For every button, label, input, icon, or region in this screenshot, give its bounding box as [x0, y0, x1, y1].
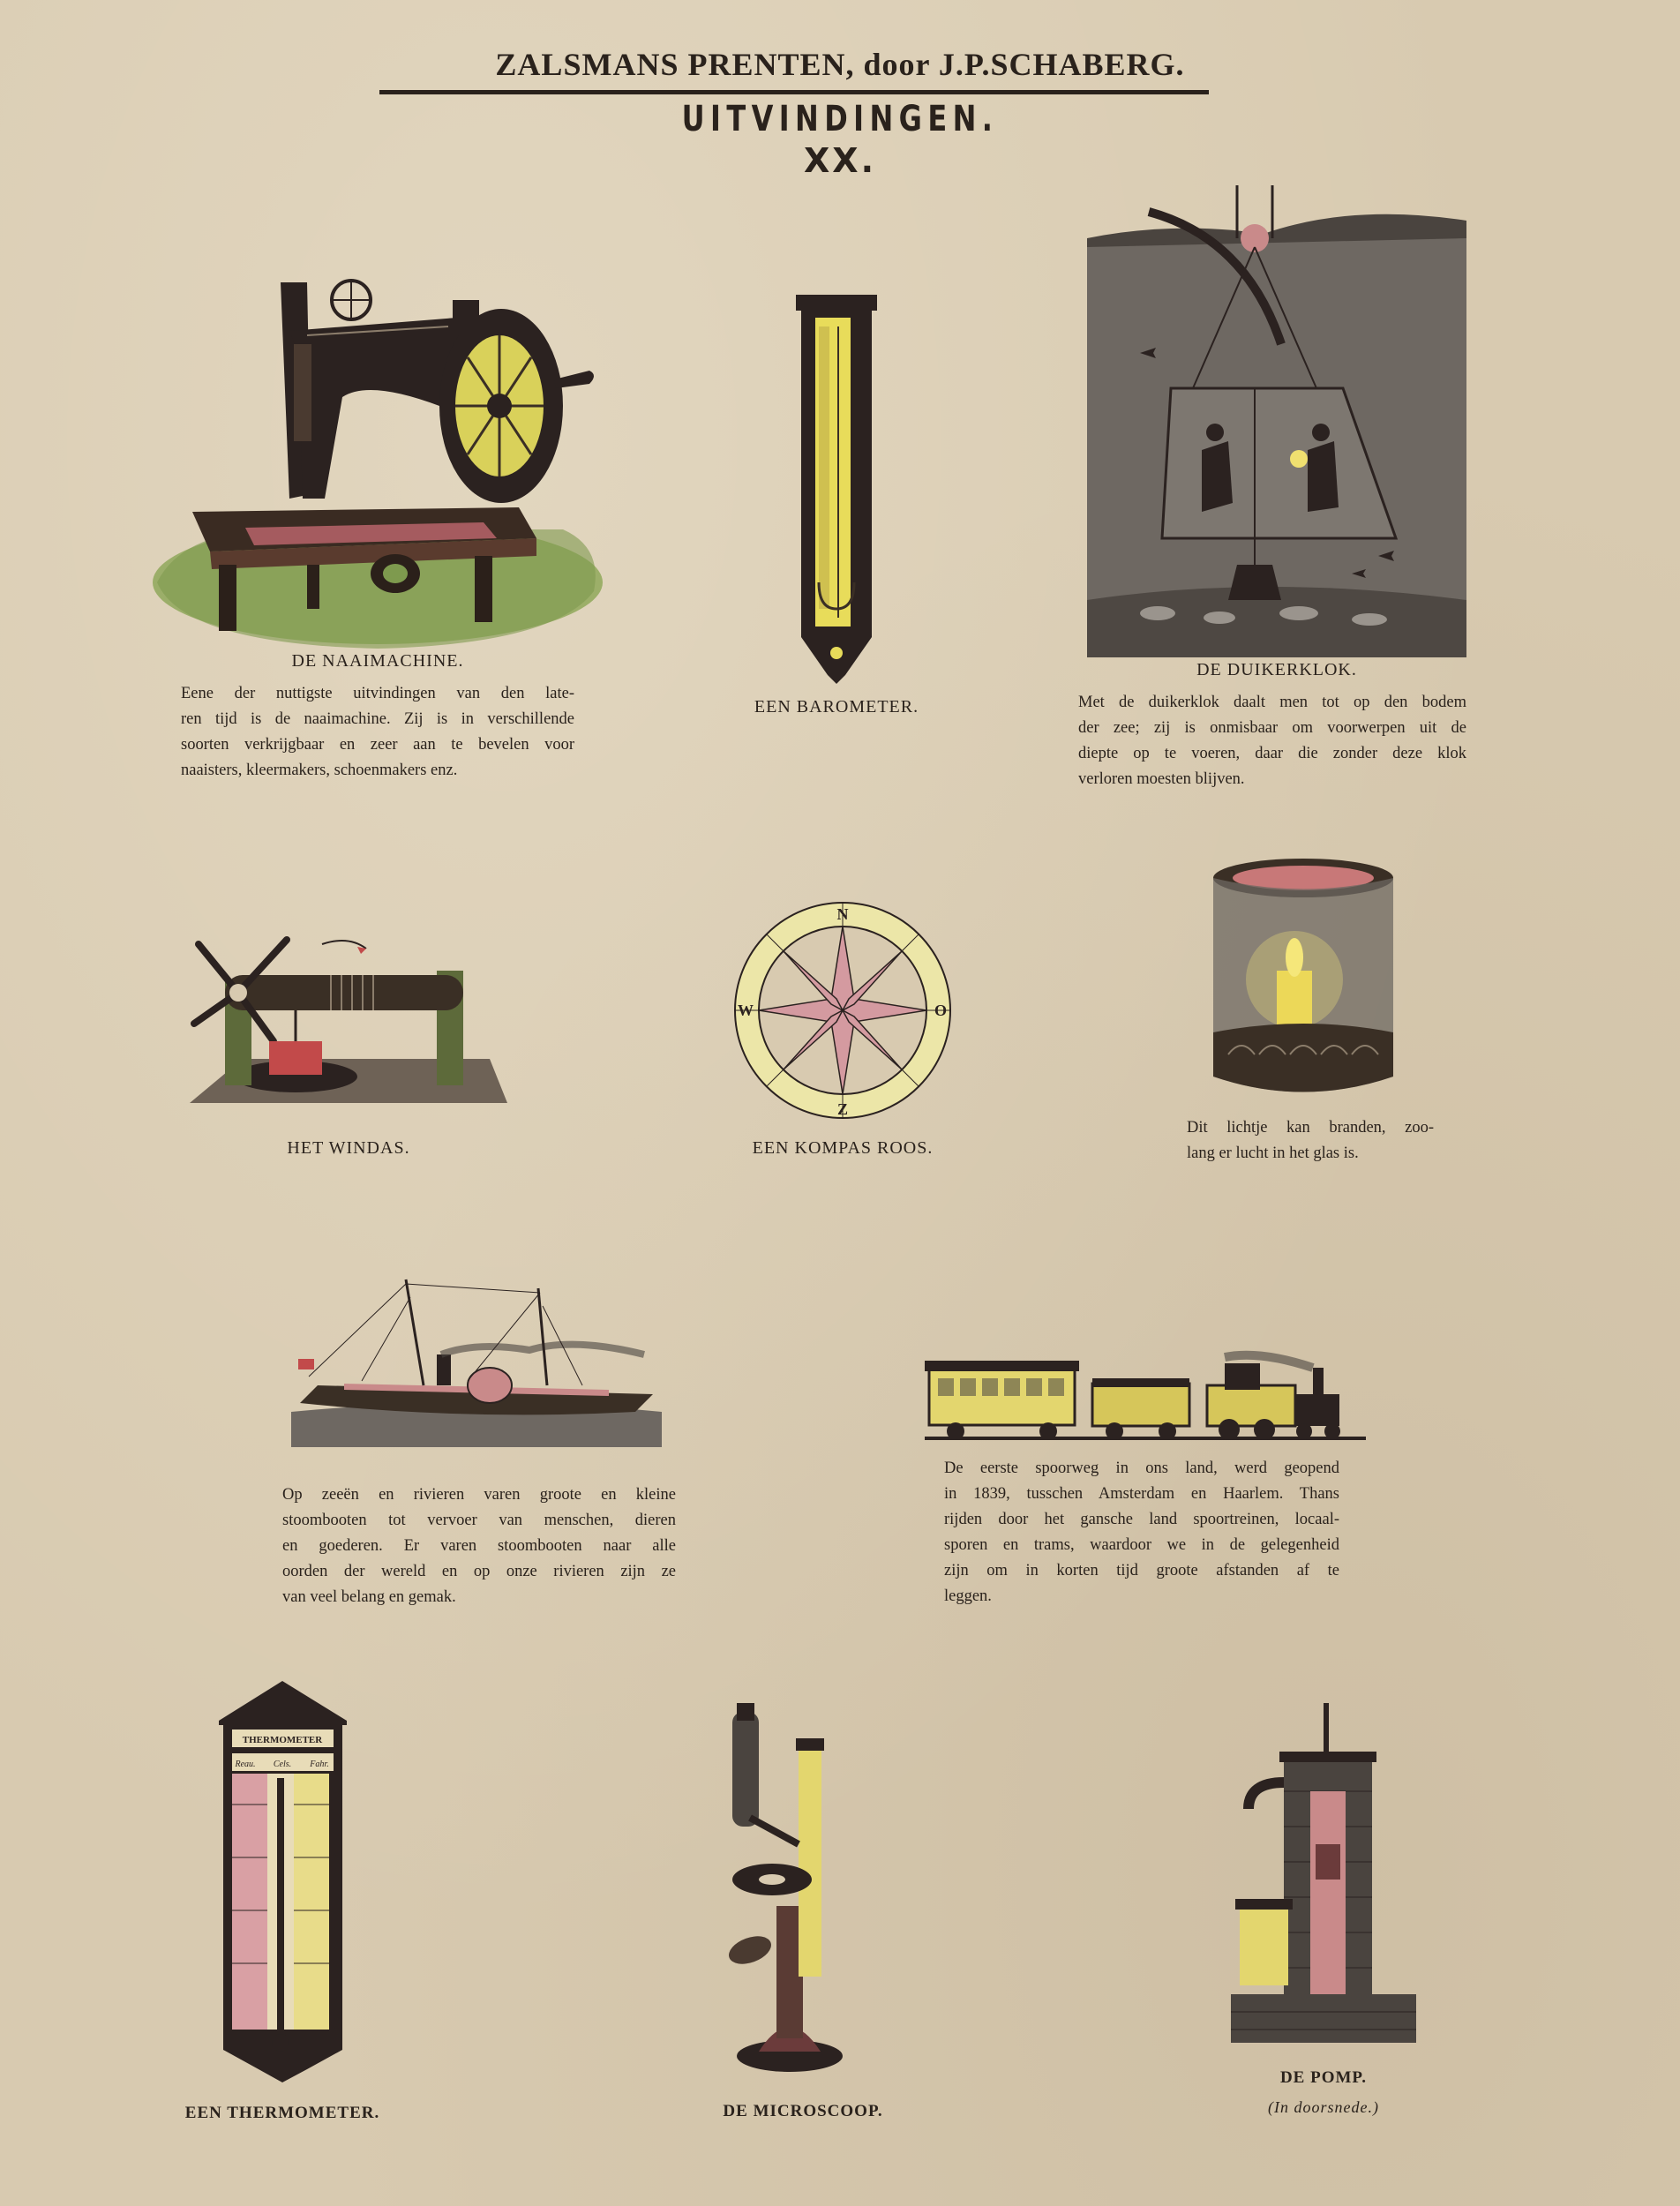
caption-duikerklok: DE DUIKERKLOK.	[1196, 660, 1357, 679]
steamboat-illustration	[291, 1271, 662, 1447]
text-line: leggen.	[944, 1587, 992, 1605]
train-illustration	[925, 1350, 1366, 1447]
text-line: Eene der nuttigste uitvindingen van den late-	[181, 685, 574, 702]
thermometer-illustration	[219, 1681, 347, 2082]
subcaption-pomp: (In doorsnede.)	[1268, 2098, 1379, 2116]
sewing-machine-illustration	[148, 247, 607, 653]
header-rule	[379, 90, 1209, 94]
thermometer-label: THERMOMETER	[242, 1735, 323, 1745]
scale-label-cels: Cels.	[273, 1760, 292, 1769]
candle-jar-illustration	[1211, 856, 1396, 1103]
caption-thermometer: EEN THERMOMETER.	[184, 2104, 380, 2122]
page-title: UITVINDINGEN.	[681, 99, 999, 139]
text-naaimachine	[181, 681, 574, 784]
scale-label-fahr: Fahr.	[310, 1760, 329, 1769]
pump-illustration	[1231, 1703, 1416, 2047]
scale-label-reau: Reau.	[235, 1760, 256, 1769]
text-line: sporen en trams, waardoor we in de gelegenheid	[944, 1536, 1339, 1554]
caption-naaimachine: DE NAAIMACHINE.	[291, 651, 464, 671]
plate-number: XX.	[803, 141, 877, 180]
caption-pomp: DE POMP.	[1279, 2068, 1368, 2087]
compass-letter-z: Z	[836, 1100, 849, 1118]
windlass-illustration	[190, 927, 507, 1121]
caption-windas: HET WINDAS.	[287, 1138, 410, 1158]
text-line: Dit lichtje kan branden, zoo-	[1187, 1119, 1434, 1137]
text-line: en goederen. Er varen stoombooten naar alle	[282, 1537, 676, 1555]
text-stoomboot	[282, 1482, 676, 1610]
text-line: in 1839, tusschen Amsterdam en Haarlem. Thans	[944, 1485, 1339, 1503]
text-line: soorten verkrijgbaar en zeer aan te bevelen voor	[181, 736, 574, 754]
caption-microscoop: DE MICROSCOOP.	[723, 2102, 883, 2120]
text-line: verloren moesten blijven.	[1078, 770, 1245, 788]
text-line: naaisters, kleermakers, schoenmakers enz.	[181, 762, 458, 779]
text-line: zijn om in korten tijd groote afstanden af te	[944, 1562, 1339, 1579]
text-lichtje	[1187, 1115, 1434, 1167]
text-duikerklok	[1078, 690, 1466, 792]
caption-kompasroos: EEN KOMPAS ROOS.	[752, 1138, 934, 1158]
text-line: van veel belang en gemak.	[282, 1588, 456, 1606]
text-line: ren tijd is de naaimachine. Zij is in verschillende	[181, 710, 574, 728]
publisher-heading: ZALSMANS PRENTEN, door J.P.SCHABERG.	[495, 47, 1185, 82]
caption-barometer: EEN BAROMETER.	[754, 697, 919, 717]
text-line: der zee; zij is onmisbaar om voorwerpen uit de	[1078, 719, 1466, 737]
text-line: rijden door het gansche land spoortreinen, locaal-	[944, 1511, 1339, 1528]
text-line: diepte op te voeren, daar die zonder deze klok	[1078, 745, 1466, 762]
diving-bell-illustration	[1087, 185, 1466, 662]
compass-letter-o: O	[934, 1002, 948, 1019]
text-spoorweg	[944, 1456, 1339, 1609]
text-line: Met de duikerklok daalt men tot op den bodem	[1078, 694, 1466, 711]
barometer-illustration	[792, 291, 881, 688]
text-line: Op zeeën en rivieren varen groote en kleine	[282, 1486, 676, 1504]
text-line: stoombooten tot vervoer van menschen, dieren	[282, 1512, 676, 1529]
microscope-illustration	[724, 1703, 882, 2074]
text-line: De eerste spoorweg in ons land, werd geopend	[944, 1459, 1339, 1477]
compass-letter-w: W	[738, 1002, 754, 1019]
text-line: oorden der wereld en op onze rivieren zijn ze	[282, 1563, 676, 1580]
compass-rose-illustration	[732, 900, 953, 1121]
compass-letter-n: N	[836, 905, 849, 923]
text-line: lang er lucht in het glas is.	[1187, 1144, 1359, 1162]
